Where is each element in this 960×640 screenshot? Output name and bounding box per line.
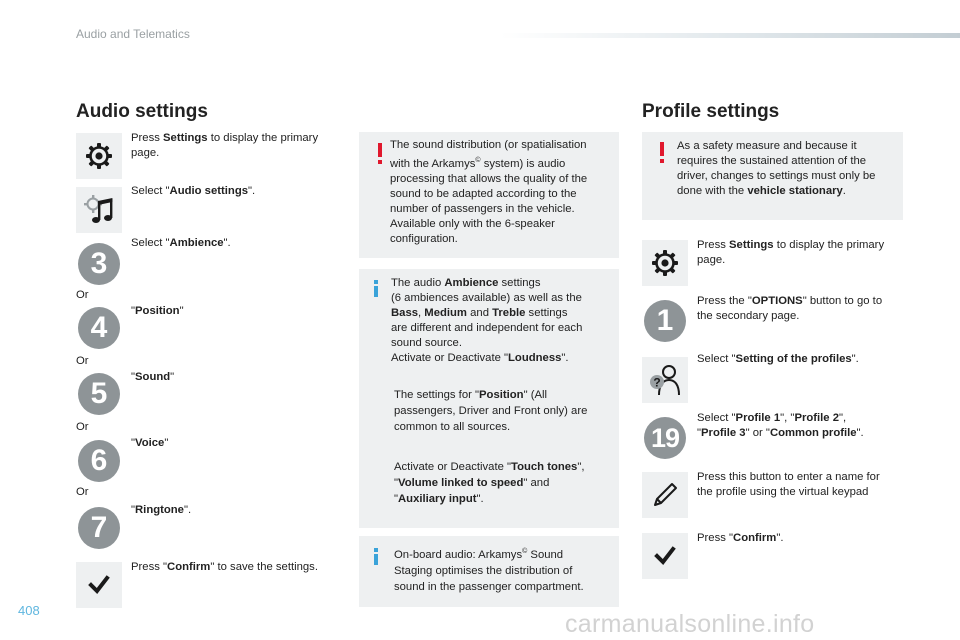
checkmark-icon	[654, 545, 676, 567]
info-icon	[374, 280, 378, 297]
gear-icon	[84, 141, 114, 171]
profile-step-press-settings: Press Settings to display the primary page.	[697, 239, 885, 266]
spatialisation-text: The sound distribution (or spatialisation with the Arkamys© system) is audio processing that allows the quality of the sound to be adapted according to the number of passengers in the vehicle. Available only with the 6-speaker configuration.	[390, 139, 588, 245]
or-label: Or	[76, 355, 89, 367]
option-ringtone: "Ringtone".	[131, 504, 192, 516]
profile-step-rename: Press this button to enter a name for the profile using the virtual keypad	[697, 471, 880, 498]
header-rule	[500, 33, 960, 38]
exclamation-icon	[376, 143, 384, 165]
onboard-audio-text: On-board audio: Arkamys© Sound Staging optimises the distribution of sound in the passenger compartment.	[394, 548, 584, 593]
step-number-3: 3	[78, 243, 120, 285]
position-common-text: The settings for "Position" (All passengers, Driver and Front only) are common to all sources.	[394, 389, 588, 433]
ambience-info-text: The audio Ambience settings (6 ambiences available) as well as the Bass, Medium and Treble settings are different and independent for each sound source. Activate or Deactivate "Loudness".	[391, 277, 583, 364]
pencil-icon	[651, 481, 679, 509]
or-label: Or	[76, 486, 89, 498]
option-voice: "Voice"	[131, 437, 169, 449]
footer-watermark: carmanualsonline.info	[565, 610, 815, 638]
step-number-4: 4	[78, 307, 120, 349]
gear-music-note-icon	[82, 193, 116, 227]
safety-warning-note	[642, 132, 903, 220]
svg-text:?: ?	[653, 375, 661, 390]
step-number-7: 7	[78, 507, 120, 549]
settings-button[interactable]	[76, 133, 122, 179]
exclamation-icon	[658, 142, 666, 164]
profile-step-confirm: Press "Confirm".	[697, 532, 784, 544]
step-number-19: 19	[644, 417, 686, 459]
audio-settings-title: Audio settings	[76, 101, 208, 122]
option-position: "Position"	[131, 305, 184, 317]
step-number-1: 1	[644, 300, 686, 342]
ambience-info-note	[359, 269, 619, 528]
info-icon	[374, 548, 378, 565]
safety-warning-text: As a safety measure and because it requires the sustained attention of the driver, changes to settings must only be done with the vehicle stationary.	[677, 140, 876, 197]
step-number-6: 6	[78, 440, 120, 482]
running-header: Audio and Telematics	[76, 27, 190, 41]
confirm-button[interactable]	[76, 562, 122, 608]
step-select-ambience: Select "Ambience".	[131, 237, 231, 249]
touch-tones-text: Activate or Deactivate "Touch tones", "Volume linked to speed" and "Auxiliary input".	[394, 461, 585, 505]
profile-step-select-profile: Select "Profile 1", "Profile 2", "Profile 3" or "Common profile".	[697, 412, 864, 439]
option-sound: "Sound"	[131, 371, 175, 383]
profile-settings-button[interactable]	[642, 357, 688, 403]
or-label: Or	[76, 421, 89, 433]
audio-settings-button[interactable]	[76, 187, 122, 233]
or-label: Or	[76, 289, 89, 301]
page-number: 408	[18, 603, 40, 618]
step-number-5: 5	[78, 373, 120, 415]
profile-step-select-setting: Select "Setting of the profiles".	[697, 353, 859, 365]
confirm-button[interactable]	[642, 533, 688, 579]
gear-icon	[650, 248, 680, 278]
profile-step-options: Press the "OPTIONS" button to go to the secondary page.	[697, 295, 883, 322]
step-confirm-save: Press "Confirm" to save the settings.	[131, 561, 318, 573]
user-question-icon	[646, 361, 684, 399]
spatialisation-warning-note	[359, 132, 619, 258]
step-press-settings: Press Settings to display the primary page.	[131, 132, 319, 159]
profile-settings-title: Profile settings	[642, 101, 780, 122]
onboard-audio-info-note	[359, 536, 619, 607]
checkmark-icon	[88, 574, 110, 596]
step-select-audio-settings: Select "Audio settings".	[131, 185, 256, 197]
settings-button[interactable]	[642, 240, 688, 286]
rename-profile-button[interactable]	[642, 472, 688, 518]
